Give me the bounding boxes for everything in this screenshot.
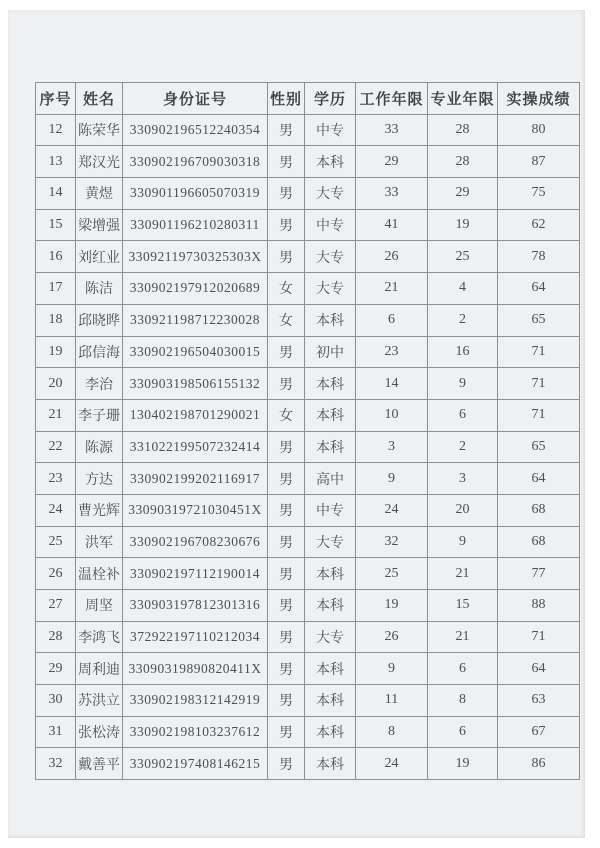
table-cell-workyears: 26 xyxy=(356,241,428,273)
table-cell-profyears: 28 xyxy=(428,114,498,146)
table-cell-name: 陈洁 xyxy=(76,273,123,305)
table-cell-edu: 大专 xyxy=(305,241,356,273)
header-row xyxy=(36,83,580,115)
table-cell-edu: 本科 xyxy=(305,431,356,463)
table-cell-edu: 大专 xyxy=(305,621,356,653)
table-cell-score: 80 xyxy=(498,114,580,146)
table-cell-profyears: 21 xyxy=(428,621,498,653)
table-cell-profyears: 8 xyxy=(428,685,498,717)
table-cell-name: 张松涛 xyxy=(76,716,123,748)
table-cell-profyears: 3 xyxy=(428,463,498,495)
table-cell-edu: 本科 xyxy=(305,146,356,178)
table-cell-score: 68 xyxy=(498,494,580,526)
table-cell-idcard: 330902197912020689 xyxy=(123,273,268,305)
table-cell-gender: 男 xyxy=(268,209,305,241)
table-cell-idcard: 330901196605070319 xyxy=(123,178,268,210)
document-page xyxy=(8,10,585,838)
table-cell-gender: 女 xyxy=(268,304,305,336)
header-cell-edu: 学历 xyxy=(305,83,356,115)
table-cell-workyears: 25 xyxy=(356,558,428,590)
table-row xyxy=(36,336,580,368)
table-cell-workyears: 10 xyxy=(356,399,428,431)
table-cell-workyears: 24 xyxy=(356,748,428,780)
table-cell-index: 20 xyxy=(36,368,76,400)
table-cell-index: 13 xyxy=(36,146,76,178)
table-cell-workyears: 8 xyxy=(356,716,428,748)
table-cell-score: 71 xyxy=(498,621,580,653)
table-cell-name: 周利迪 xyxy=(76,653,123,685)
table-body xyxy=(36,114,580,779)
table-cell-gender: 男 xyxy=(268,336,305,368)
table-cell-gender: 男 xyxy=(268,368,305,400)
table-cell-edu: 中专 xyxy=(305,209,356,241)
table-cell-score: 67 xyxy=(498,716,580,748)
table-cell-name: 刘红业 xyxy=(76,241,123,273)
table-cell-idcard: 330903197812301316 xyxy=(123,590,268,622)
score-table xyxy=(35,82,580,780)
table-cell-profyears: 20 xyxy=(428,494,498,526)
table-cell-profyears: 16 xyxy=(428,336,498,368)
table-cell-index: 27 xyxy=(36,590,76,622)
table-cell-index: 23 xyxy=(36,463,76,495)
table-cell-gender: 男 xyxy=(268,653,305,685)
table-row xyxy=(36,368,580,400)
table-row xyxy=(36,209,580,241)
table-row xyxy=(36,146,580,178)
table-cell-score: 77 xyxy=(498,558,580,590)
table-cell-edu: 中专 xyxy=(305,494,356,526)
table-cell-name: 邱信海 xyxy=(76,336,123,368)
table-cell-profyears: 21 xyxy=(428,558,498,590)
table-cell-edu: 大专 xyxy=(305,526,356,558)
table-cell-score: 63 xyxy=(498,685,580,717)
table-row xyxy=(36,494,580,526)
table-cell-workyears: 21 xyxy=(356,273,428,305)
table-cell-edu: 本科 xyxy=(305,304,356,336)
header-cell-workyears: 工作年限 xyxy=(356,83,428,115)
table-cell-idcard: 330903198506155132 xyxy=(123,368,268,400)
table-cell-profyears: 15 xyxy=(428,590,498,622)
table-cell-gender: 男 xyxy=(268,526,305,558)
table-cell-profyears: 6 xyxy=(428,653,498,685)
table-cell-profyears: 19 xyxy=(428,209,498,241)
table-cell-edu: 大专 xyxy=(305,273,356,305)
table-cell-score: 64 xyxy=(498,463,580,495)
table-cell-gender: 男 xyxy=(268,685,305,717)
table-cell-index: 21 xyxy=(36,399,76,431)
header-cell-score: 实操成绩 xyxy=(498,83,580,115)
table-cell-profyears: 4 xyxy=(428,273,498,305)
table-cell-edu: 本科 xyxy=(305,716,356,748)
table-cell-score: 86 xyxy=(498,748,580,780)
table-row xyxy=(36,716,580,748)
table-cell-index: 22 xyxy=(36,431,76,463)
table-cell-workyears: 11 xyxy=(356,685,428,717)
table-cell-workyears: 23 xyxy=(356,336,428,368)
table-cell-profyears: 29 xyxy=(428,178,498,210)
table-cell-profyears: 19 xyxy=(428,748,498,780)
table-cell-profyears: 25 xyxy=(428,241,498,273)
table-cell-gender: 男 xyxy=(268,716,305,748)
table-cell-workyears: 9 xyxy=(356,653,428,685)
header-cell-index: 序号 xyxy=(36,83,76,115)
table-cell-workyears: 33 xyxy=(356,178,428,210)
table-cell-score: 65 xyxy=(498,304,580,336)
table-cell-gender: 男 xyxy=(268,558,305,590)
table-row xyxy=(36,653,580,685)
table-cell-profyears: 2 xyxy=(428,431,498,463)
table-cell-gender: 男 xyxy=(268,590,305,622)
table-cell-index: 29 xyxy=(36,653,76,685)
table-cell-idcard: 330902196512240354 xyxy=(123,114,268,146)
table-cell-workyears: 3 xyxy=(356,431,428,463)
table-cell-gender: 女 xyxy=(268,399,305,431)
table-cell-idcard: 330902197408146215 xyxy=(123,748,268,780)
table-cell-workyears: 24 xyxy=(356,494,428,526)
table-cell-name: 周坚 xyxy=(76,590,123,622)
table-cell-workyears: 26 xyxy=(356,621,428,653)
table-cell-idcard: 33090319721030451X xyxy=(123,494,268,526)
table-row xyxy=(36,304,580,336)
table-cell-gender: 女 xyxy=(268,273,305,305)
table-cell-score: 62 xyxy=(498,209,580,241)
table-cell-index: 14 xyxy=(36,178,76,210)
table-cell-edu: 初中 xyxy=(305,336,356,368)
table-cell-profyears: 6 xyxy=(428,716,498,748)
table-cell-idcard: 33090319890820411X xyxy=(123,653,268,685)
table-row xyxy=(36,590,580,622)
table-cell-index: 15 xyxy=(36,209,76,241)
table-cell-gender: 男 xyxy=(268,494,305,526)
table-cell-score: 68 xyxy=(498,526,580,558)
table-cell-workyears: 32 xyxy=(356,526,428,558)
table-cell-idcard: 330901196210280311 xyxy=(123,209,268,241)
table-cell-edu: 本科 xyxy=(305,590,356,622)
table-cell-idcard: 331022199507232414 xyxy=(123,431,268,463)
table-cell-workyears: 29 xyxy=(356,146,428,178)
table-cell-workyears: 9 xyxy=(356,463,428,495)
table-row xyxy=(36,431,580,463)
header-cell-name: 姓名 xyxy=(76,83,123,115)
table-cell-name: 邱晓晔 xyxy=(76,304,123,336)
table-cell-index: 18 xyxy=(36,304,76,336)
table-cell-score: 71 xyxy=(498,368,580,400)
table-cell-name: 李鸿飞 xyxy=(76,621,123,653)
table-row xyxy=(36,273,580,305)
table-cell-profyears: 6 xyxy=(428,399,498,431)
table-cell-profyears: 28 xyxy=(428,146,498,178)
table-cell-name: 郑汉光 xyxy=(76,146,123,178)
table-cell-edu: 中专 xyxy=(305,114,356,146)
table-cell-name: 梁增强 xyxy=(76,209,123,241)
table-cell-edu: 本科 xyxy=(305,748,356,780)
table-cell-gender: 男 xyxy=(268,241,305,273)
table-cell-profyears: 2 xyxy=(428,304,498,336)
header-cell-idcard: 身份证号 xyxy=(123,83,268,115)
table-row xyxy=(36,114,580,146)
table-cell-score: 71 xyxy=(498,336,580,368)
table-row xyxy=(36,621,580,653)
table-cell-index: 32 xyxy=(36,748,76,780)
table-cell-index: 28 xyxy=(36,621,76,653)
table-cell-workyears: 6 xyxy=(356,304,428,336)
table-cell-name: 李治 xyxy=(76,368,123,400)
table-row xyxy=(36,463,580,495)
table-cell-score: 87 xyxy=(498,146,580,178)
table-cell-workyears: 33 xyxy=(356,114,428,146)
table-row xyxy=(36,748,580,780)
table-cell-idcard: 330902196709030318 xyxy=(123,146,268,178)
table-row xyxy=(36,399,580,431)
table-cell-idcard: 372922197110212034 xyxy=(123,621,268,653)
table-cell-edu: 本科 xyxy=(305,653,356,685)
table-cell-name: 方达 xyxy=(76,463,123,495)
table-cell-name: 李子珊 xyxy=(76,399,123,431)
header-cell-gender: 性别 xyxy=(268,83,305,115)
table-cell-edu: 本科 xyxy=(305,399,356,431)
table-cell-workyears: 41 xyxy=(356,209,428,241)
table-cell-edu: 本科 xyxy=(305,685,356,717)
table-cell-gender: 男 xyxy=(268,748,305,780)
table-cell-idcard: 130402198701290021 xyxy=(123,399,268,431)
table-cell-idcard: 330902199202116917 xyxy=(123,463,268,495)
table-cell-score: 75 xyxy=(498,178,580,210)
table-cell-score: 64 xyxy=(498,653,580,685)
table-cell-gender: 男 xyxy=(268,463,305,495)
table-cell-gender: 男 xyxy=(268,621,305,653)
table-cell-name: 戴善平 xyxy=(76,748,123,780)
table-cell-index: 25 xyxy=(36,526,76,558)
table-cell-idcard: 33092119730325303X xyxy=(123,241,268,273)
table-row xyxy=(36,558,580,590)
table-cell-idcard: 330902197112190014 xyxy=(123,558,268,590)
table-cell-index: 31 xyxy=(36,716,76,748)
table-cell-name: 曹光辉 xyxy=(76,494,123,526)
table-cell-edu: 本科 xyxy=(305,558,356,590)
table-cell-idcard: 330902198312142919 xyxy=(123,685,268,717)
table-cell-name: 苏洪立 xyxy=(76,685,123,717)
table-row xyxy=(36,685,580,717)
table-cell-name: 洪军 xyxy=(76,526,123,558)
table-cell-idcard: 330902198103237612 xyxy=(123,716,268,748)
table-cell-index: 12 xyxy=(36,114,76,146)
table-cell-workyears: 14 xyxy=(356,368,428,400)
header-cell-profyears: 专业年限 xyxy=(428,83,498,115)
table-cell-score: 65 xyxy=(498,431,580,463)
table-cell-edu: 大专 xyxy=(305,178,356,210)
table-cell-score: 64 xyxy=(498,273,580,305)
table-cell-gender: 男 xyxy=(268,178,305,210)
table-cell-name: 温栓补 xyxy=(76,558,123,590)
table-cell-idcard: 330921198712230028 xyxy=(123,304,268,336)
table-cell-score: 88 xyxy=(498,590,580,622)
table-cell-gender: 男 xyxy=(268,431,305,463)
table-cell-index: 17 xyxy=(36,273,76,305)
table-row xyxy=(36,526,580,558)
table-cell-index: 19 xyxy=(36,336,76,368)
table-cell-name: 黄煜 xyxy=(76,178,123,210)
table-cell-index: 16 xyxy=(36,241,76,273)
table-cell-index: 26 xyxy=(36,558,76,590)
table-cell-score: 78 xyxy=(498,241,580,273)
table-cell-gender: 男 xyxy=(268,146,305,178)
table-cell-idcard: 330902196708230676 xyxy=(123,526,268,558)
table-cell-edu: 高中 xyxy=(305,463,356,495)
table-cell-name: 陈源 xyxy=(76,431,123,463)
table-cell-profyears: 9 xyxy=(428,526,498,558)
table-cell-edu: 本科 xyxy=(305,368,356,400)
table-cell-gender: 男 xyxy=(268,114,305,146)
table-cell-profyears: 9 xyxy=(428,368,498,400)
table-row xyxy=(36,178,580,210)
table-cell-idcard: 330902196504030015 xyxy=(123,336,268,368)
table-cell-name: 陈荣华 xyxy=(76,114,123,146)
table-cell-score: 71 xyxy=(498,399,580,431)
table-cell-workyears: 19 xyxy=(356,590,428,622)
table-row xyxy=(36,241,580,273)
table-cell-index: 30 xyxy=(36,685,76,717)
table-cell-index: 24 xyxy=(36,494,76,526)
